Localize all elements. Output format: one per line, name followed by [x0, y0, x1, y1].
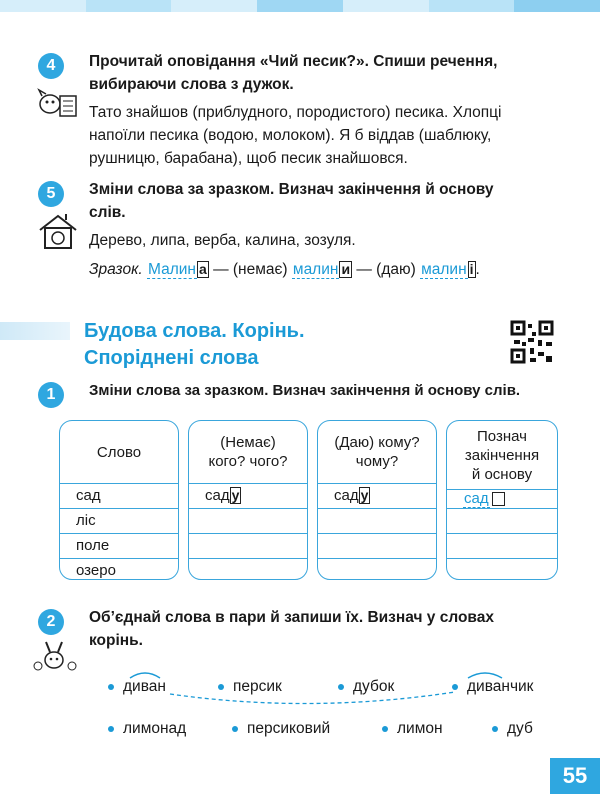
sample-ending-3: і — [469, 261, 474, 277]
answer-row[interactable] — [189, 533, 307, 558]
task-5-badge: 5 — [38, 181, 64, 207]
house-icon — [36, 212, 80, 252]
sample-stem-3: малин — [421, 261, 467, 278]
task-5-sample — [89, 258, 480, 281]
top-decor-bar — [0, 0, 600, 12]
task-1-instruction: Зміни слова за зразком. Визнач закінчення й основу слів. — [89, 382, 521, 399]
bunny-icon — [32, 640, 80, 676]
task-5-words: Дерево, липа, верба, калина, зозуля. — [89, 232, 356, 249]
sample-ending-2: и — [341, 261, 351, 277]
word-bullet[interactable]: диван — [108, 678, 166, 696]
task-5-instruction: Зміни слова за зразком. Визнач закінчення й основу слів. — [89, 181, 494, 221]
task-2-badge: 2 — [38, 609, 64, 635]
column-header-genitive: (Немає) кого? чого? — [208, 434, 288, 470]
table-column-genitive — [188, 420, 308, 580]
word-bullet[interactable]: диванчик — [452, 678, 533, 696]
answer-row[interactable] — [447, 533, 557, 558]
table-column-dative — [317, 420, 437, 580]
sample-mid-1: — (немає) — [213, 261, 288, 278]
column-header-word: Слово — [96, 443, 142, 461]
ending-box: у — [360, 487, 369, 503]
reading-dog-icon — [36, 86, 80, 122]
section-band — [0, 322, 70, 340]
answer-row[interactable] — [318, 508, 436, 533]
sample-label: Зразок. — [89, 261, 143, 278]
answer-row[interactable] — [447, 558, 557, 580]
word-bullet[interactable]: дубок — [338, 678, 394, 696]
word-bullet[interactable]: лимонад — [108, 720, 186, 738]
page-number: 55 — [550, 758, 600, 794]
answer-row[interactable] — [318, 558, 436, 580]
word-bullet[interactable]: лимон — [382, 720, 443, 738]
answer-row[interactable] — [189, 558, 307, 580]
sample-stem-1: Малин — [148, 261, 196, 278]
word-bullet[interactable]: дуб — [492, 720, 533, 738]
word-bullet[interactable]: персик — [218, 678, 282, 696]
task-2-instruction: Об’єднай слова в пари й запиши їх. Визнач у словах корінь. — [89, 609, 494, 649]
section-title: Будова слова. Корінь. Споріднені слова — [84, 320, 305, 369]
table-row: сад — [60, 483, 178, 508]
task-4-badge: 4 — [38, 53, 64, 79]
sample-ending-1: а — [198, 261, 207, 277]
column-header-mark: Познач закінчення й основу — [464, 427, 540, 483]
sample-mid-2: — (даю) — [356, 261, 416, 278]
sample-end: . — [475, 261, 480, 278]
ending-box: у — [231, 487, 240, 503]
task-4-instruction: Прочитай оповідання «Чий песик?». Спиши речення, вибираючи слова з дужок. — [89, 53, 498, 93]
answer-row[interactable] — [447, 508, 557, 533]
task-4-text: Тато знайшов (приблудного, породистого) песика. Хлопці напоїли песика (водою, молоком). Я б віддав (шаблюку, рушницю, барабана), щоб песик знайшовся. — [89, 104, 502, 167]
answer-row[interactable] — [189, 508, 307, 533]
table-row: ліс — [60, 508, 178, 533]
table-column-word — [59, 420, 179, 580]
column-header-dative: (Даю) кому? чому? — [334, 434, 420, 470]
table-row: поле — [60, 533, 178, 558]
qr-code-icon[interactable] — [510, 320, 554, 364]
table-row: сад — [447, 489, 557, 508]
empty-ending-box — [492, 492, 505, 506]
sample-stem-2: малин — [292, 261, 339, 278]
word-bullet[interactable]: персиковий — [232, 720, 330, 738]
table-column-mark — [446, 420, 558, 580]
table-row: озеро — [60, 558, 178, 580]
task-1-badge: 1 — [38, 382, 64, 408]
table-row: сад у — [318, 483, 436, 508]
answer-row[interactable] — [318, 533, 436, 558]
table-row: сад у — [189, 483, 307, 508]
